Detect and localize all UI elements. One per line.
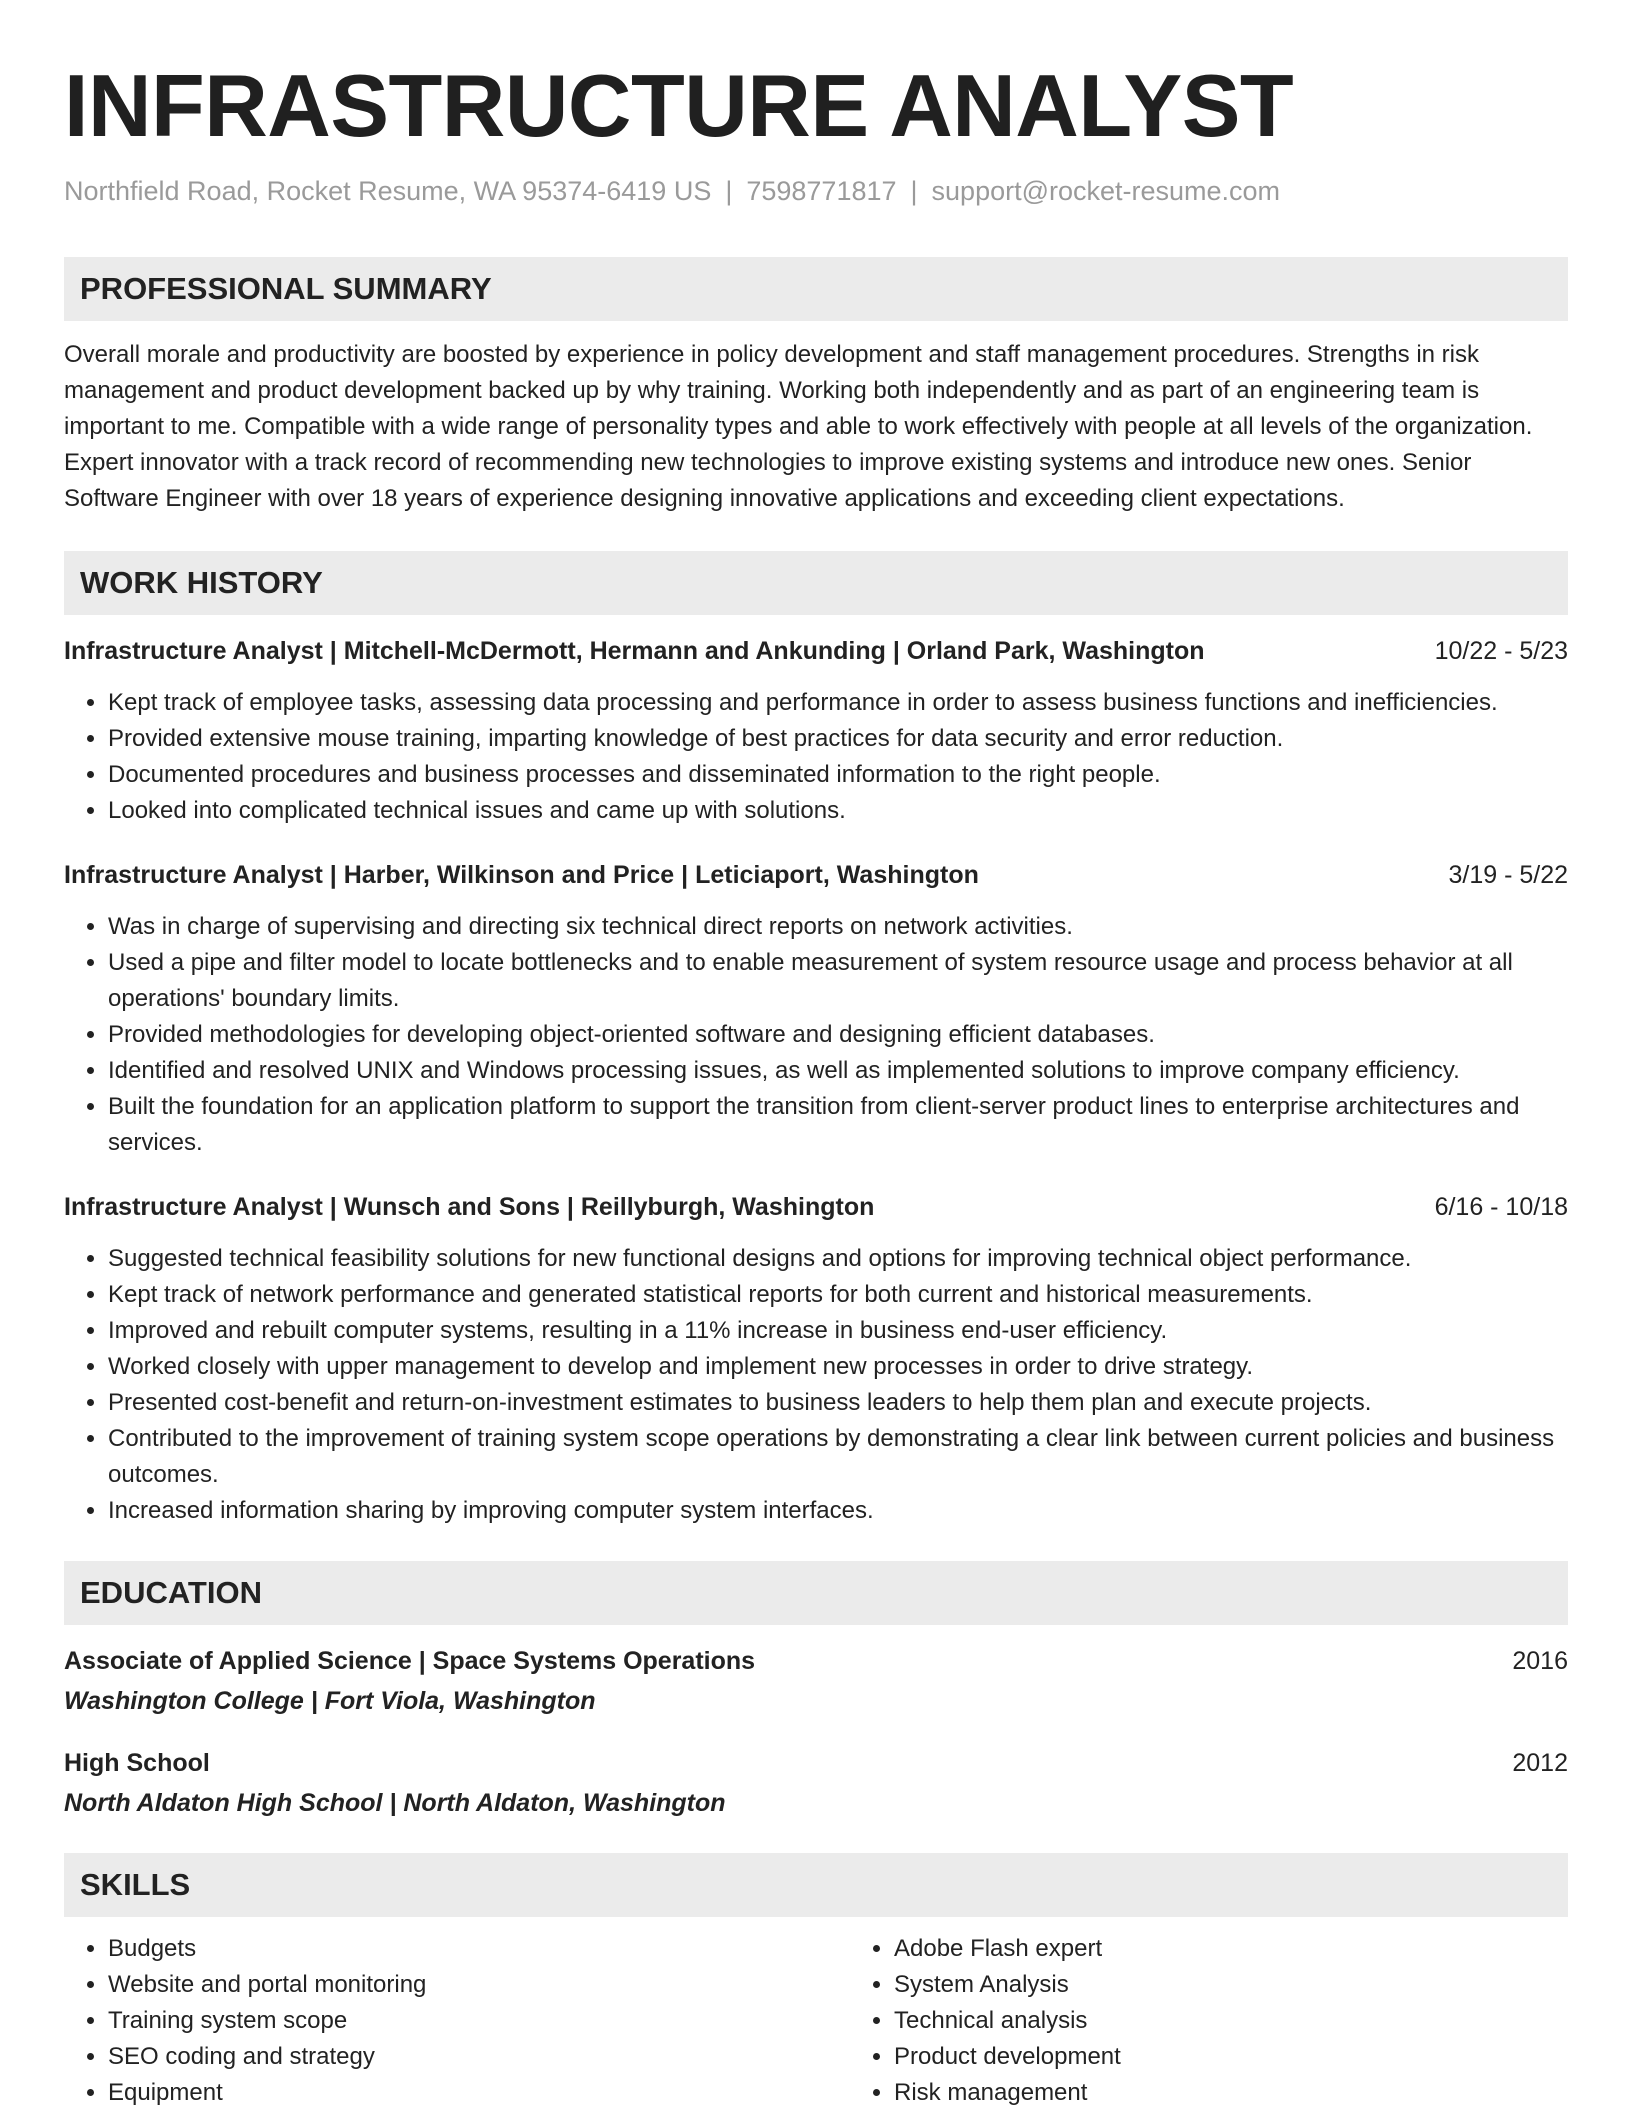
education-school: North Aldaton High School | North Aldaton, Washington <box>64 1789 726 1817</box>
job-bullets <box>64 909 1568 1161</box>
education-year: 2016 <box>1512 1647 1568 1675</box>
contact-separator: | <box>910 176 918 206</box>
contact-separator: | <box>725 176 733 206</box>
job-title: Infrastructure Analyst | Mitchell-McDermott, Hermann and Ankunding | Orland Park, Washington <box>64 637 1205 665</box>
section-heading-education: EDUCATION <box>64 1561 1568 1625</box>
section-heading-summary: PROFESSIONAL SUMMARY <box>64 257 1568 321</box>
job-bullet: • Provided methodologies for developing object-oriented software and designing efficient databases. <box>108 1017 1568 1053</box>
education-year: 2012 <box>1512 1749 1568 1777</box>
job-dates: 10/22 - 5/23 <box>1434 637 1568 665</box>
job-bullet: • Looked into complicated technical issues and came up with solutions. <box>108 793 1568 829</box>
skill-item: • Technical analysis <box>894 2003 1568 2039</box>
job-dates: 6/16 - 10/18 <box>1434 1193 1568 1221</box>
job-bullet: • Built the foundation for an application platform to support the transition from client-server product lines to enterprise architectures and services. <box>108 1089 1568 1161</box>
job-bullet: • Presented cost-benefit and return-on-investment estimates to business leaders to help them plan and execute projects. <box>108 1385 1568 1421</box>
section-heading-work: WORK HISTORY <box>64 551 1568 615</box>
job-bullet: • Increased information sharing by improving computer system interfaces. <box>108 1493 1568 1529</box>
job-bullet: • Identified and resolved UNIX and Windows processing issues, as well as implemented solutions to improve company efficiency. <box>108 1053 1568 1089</box>
skill-item: • SEO coding and strategy <box>108 2039 850 2075</box>
job-title: Infrastructure Analyst | Wunsch and Sons | Reillyburgh, Washington <box>64 1193 875 1221</box>
contact-phone: 7598771817 <box>746 176 897 206</box>
skill-item: • Website and portal monitoring <box>108 1967 850 2003</box>
section-heading-skills: SKILLS <box>64 1853 1568 1917</box>
job-bullet: • Contributed to the improvement of training system scope operations by demonstrating a clear link between current policies and business outcomes. <box>108 1421 1568 1493</box>
contact-address: Northfield Road, Rocket Resume, WA 95374-6419 US <box>64 176 712 206</box>
job-bullet: • Kept track of network performance and generated statistical reports for both current and historical measurements. <box>108 1277 1568 1313</box>
job-bullets <box>64 1241 1568 1529</box>
job-entry <box>64 633 1568 829</box>
skill-item: • Product development <box>894 2039 1568 2075</box>
job-bullet: • Suggested technical feasibility solutions for new functional designs and options for improving technical object performance. <box>108 1241 1568 1277</box>
summary-text: Overall morale and productivity are boosted by experience in policy development and staff management procedures. Strengths in risk management and product development backed up by why training. Working both independently and as part of an engineering team is important to me. Compatible with a wide range of personality types and able to work effectively with people at all levels of the organization. Expert innovator with a track record of recommending new technologies to improve existing systems and introduce new ones. Senior Software Engineer with over 18 years of experience designing innovative applications and exceeding client expectations. <box>64 341 1533 512</box>
job-bullet: • Worked closely with upper management to develop and implement new processes in order to drive strategy. <box>108 1349 1568 1385</box>
job-entry <box>64 1189 1568 1529</box>
job-bullets <box>64 685 1568 829</box>
skill-item: • Budgets <box>108 1931 850 1967</box>
job-dates: 3/19 - 5/22 <box>1448 861 1568 889</box>
job-bullet: • Kept track of employee tasks, assessing data processing and performance in order to assess business functions and inefficiencies. <box>108 685 1568 721</box>
skills-column-right <box>850 1931 1568 2111</box>
education-entry <box>64 1745 1568 1821</box>
skill-item: • Risk management <box>894 2075 1568 2111</box>
job-entry <box>64 857 1568 1161</box>
skill-item: • Training system scope <box>108 2003 850 2039</box>
job-bullet: • Used a pipe and filter model to locate bottlenecks and to enable measurement of system resource usage and process behavior at all operations' boundary limits. <box>108 945 1568 1017</box>
job-title: Infrastructure Analyst | Harber, Wilkinson and Price | Leticiaport, Washington <box>64 861 979 889</box>
job-bullet: • Improved and rebuilt computer systems, resulting in a 11% increase in business end-user efficiency. <box>108 1313 1568 1349</box>
job-bullet: • Documented procedures and business processes and disseminated information to the right people. <box>108 757 1568 793</box>
resume-name: INFRASTRUCTURE ANALYST <box>64 56 1294 155</box>
contact-line <box>64 176 1568 207</box>
education-entry <box>64 1643 1568 1719</box>
contact-email: support@rocket-resume.com <box>931 176 1281 206</box>
skills-list <box>64 1931 1568 2111</box>
skill-item: • System Analysis <box>894 1967 1568 2003</box>
education-school: Washington College | Fort Viola, Washington <box>64 1687 596 1715</box>
skill-item: • Adobe Flash expert <box>894 1931 1568 1967</box>
job-bullet: • Was in charge of supervising and directing six technical direct reports on network activities. <box>108 909 1568 945</box>
job-bullet: • Provided extensive mouse training, imparting knowledge of best practices for data security and error reduction. <box>108 721 1568 757</box>
education-degree: High School <box>64 1749 210 1777</box>
education-degree: Associate of Applied Science | Space Systems Operations <box>64 1647 756 1675</box>
skills-column-left <box>64 1931 850 2111</box>
skill-item: • Equipment <box>108 2075 850 2111</box>
